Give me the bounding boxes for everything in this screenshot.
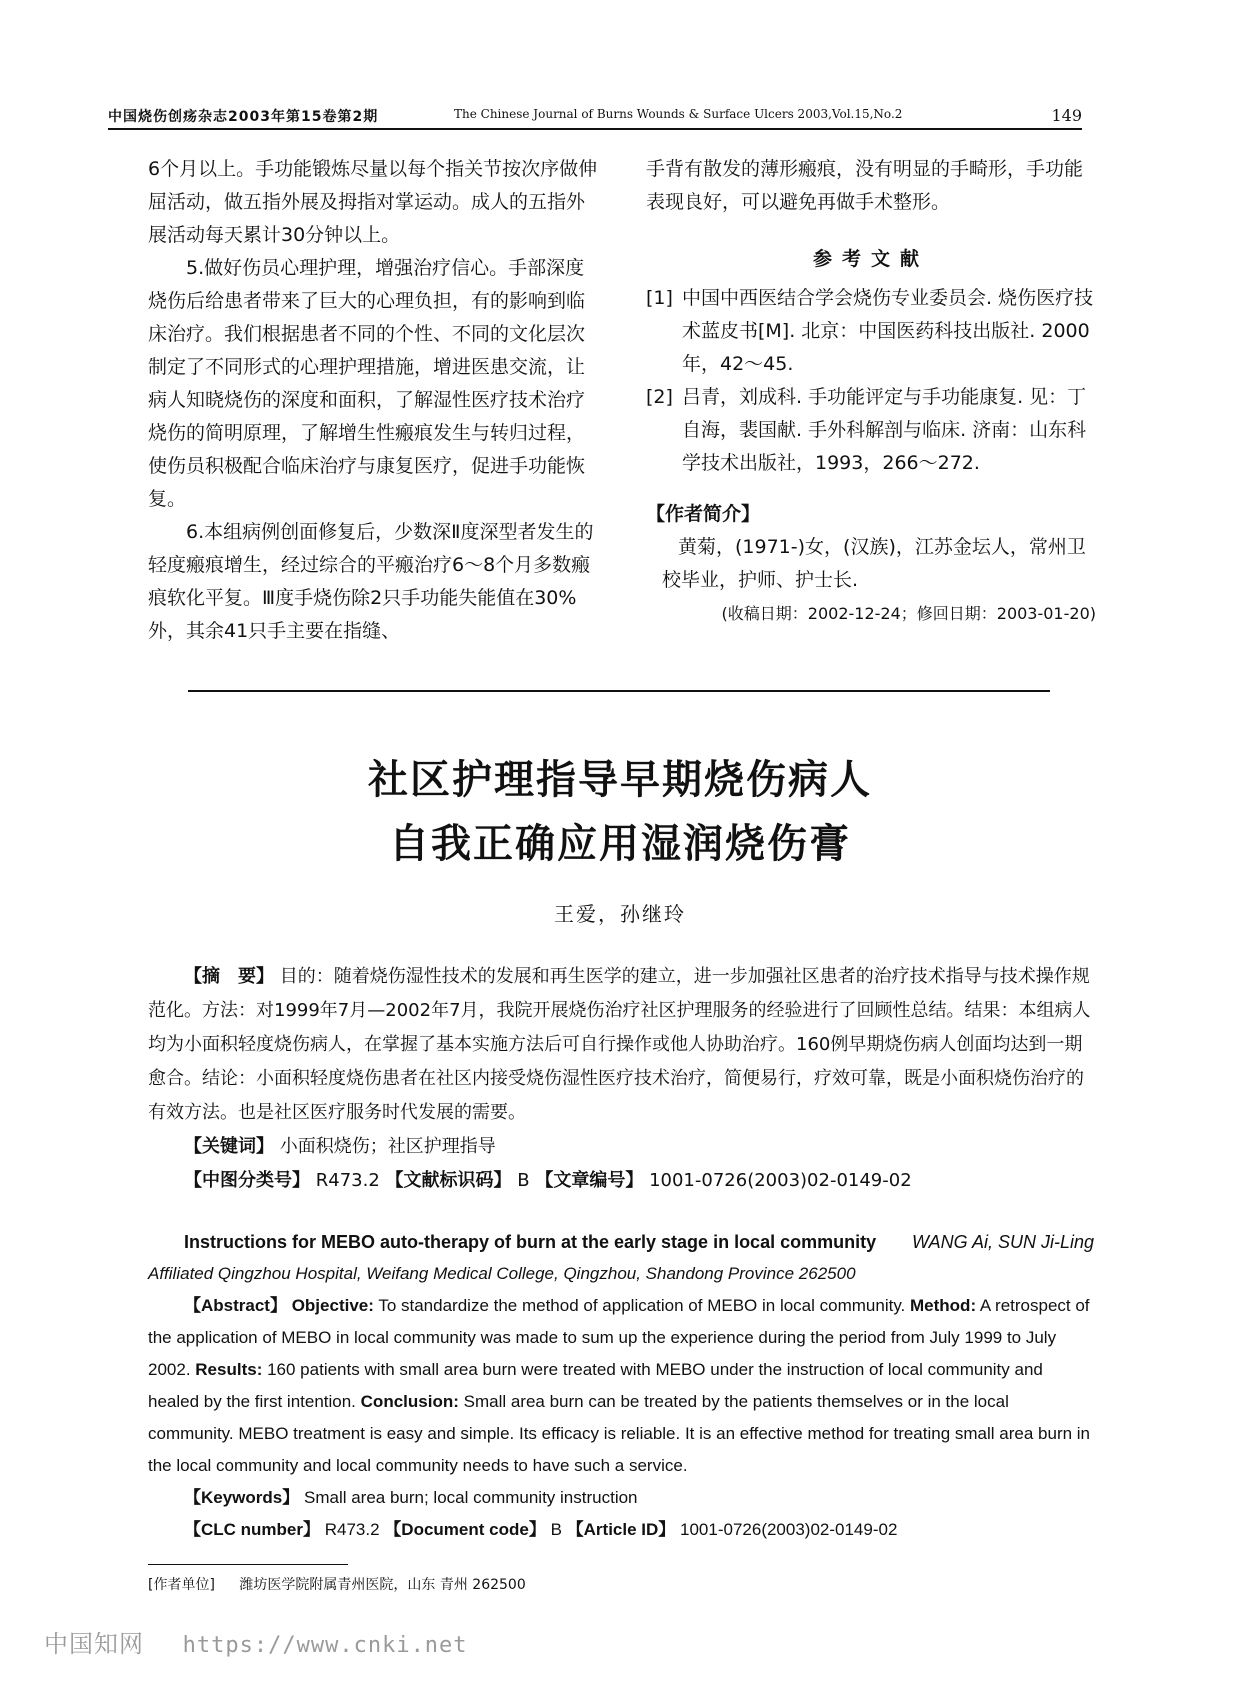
doccode-cn-value: B <box>517 1170 530 1191</box>
article-title-line-1: 社区护理指导早期烧伤病人 <box>368 757 872 803</box>
left-paragraph-2: 5.做好伤员心理护理，增强治疗信心。手部深度烧伤后给患者带来了巨大的心理负担，有的影响到临床治疗。我们根据患者不同的个性、不同的文化层次制定了不同形式的心理护理措施，增进医患交流，让病人知晓烧伤的深度和面积，了解湿性医疗技术治疗烧伤的简明原理，了解增生性瘢痕发生与转归过程，使伤员积极配合临床治疗与康复医疗，促进手功能恢复。 <box>148 257 586 510</box>
english-title-row <box>148 1226 1094 1258</box>
abstract-cn-label: 【摘 要】 <box>184 966 274 987</box>
reference-number: [1] <box>646 287 673 309</box>
author-intro-label: 【作者简介】 <box>646 503 761 525</box>
watermark-name: 中国知网 <box>44 1630 144 1658</box>
keywords-cn-label: 【关键词】 <box>184 1136 274 1157</box>
method-label: Method: <box>910 1296 977 1315</box>
results-text: 160 patients with small area burn were treated with MEBO under the instruction of local community and healed by the first intention. <box>148 1360 1043 1411</box>
right-column <box>646 153 1096 630</box>
doccode-cn-label: 【文献标识码】 <box>385 1170 512 1191</box>
abstract-cn <box>148 960 1094 1198</box>
journal-title-en: The Chinese Journal of Burns Wounds & Surface Ulcers 2003,Vol.15,No.2 <box>454 107 903 121</box>
objective-label: Objective: <box>291 1296 374 1315</box>
article-authors: 王爱，孙继玲 <box>554 902 686 926</box>
received-dates: (收稿日期：2002-12-24；修回日期：2003-01-20) <box>721 604 1096 623</box>
clc-cn-value: R473.2 <box>315 1170 380 1191</box>
classification-cn <box>148 1164 1094 1198</box>
article-id-en-label: 【Article ID】 <box>566 1520 676 1539</box>
cnki-watermark <box>44 1624 468 1659</box>
footnote-rule <box>148 1564 348 1565</box>
left-paragraph-3: 6.本组病例创面修复后，少数深Ⅱ度深型者发生的轻度瘢痕增生，经过综合的平瘢治疗6～8个月多数瘢痕软化平复。Ⅲ度手烧伤除2只手功能失能值在30%外，其余41只手主要在指缝、 <box>148 521 594 642</box>
abstract-en <box>148 1226 1094 1546</box>
abstract-cn-paragraph <box>148 960 1094 1130</box>
author-affiliation-footnote <box>148 1574 526 1594</box>
reference-number: [2] <box>646 386 673 408</box>
method-text: A retrospect of the application of MEBO in local community was made to sum up the experience during the period from July 1999 to July 2002. <box>148 1296 1090 1379</box>
clc-cn-label: 【中图分类号】 <box>184 1170 310 1191</box>
reference-item <box>646 381 1096 480</box>
running-header <box>108 104 1082 130</box>
conclusion-label: Conclusion: <box>360 1392 459 1411</box>
classification-en <box>148 1514 1094 1546</box>
article-id-en-value: 1001-0726(2003)02-0149-02 <box>680 1520 898 1539</box>
objective-text: To standardize the method of application of MEBO in local community. <box>378 1296 906 1315</box>
footnote-label: [作者单位] <box>148 1577 215 1593</box>
references-title: 参考文献 <box>812 248 929 270</box>
left-column <box>148 153 600 648</box>
reference-text: 中国中西医结合学会烧伤专业委员会. 烧伤医疗技术蓝皮书[M]. 北京：中国医药科技出版社. 2000年，42～45. <box>682 287 1094 375</box>
article-title-line-2: 自我正确应用湿润烧伤膏 <box>389 821 851 867</box>
english-title: Instructions for MEBO auto-therapy of burn at the early stage in local community <box>184 1232 877 1252</box>
section-divider <box>188 690 1050 692</box>
watermark-url[interactable]: https://www.cnki.net <box>182 1633 468 1658</box>
abstract-cn-text: 目的：随着烧伤湿性技术的发展和再生医学的建立，进一步加强社区患者的治疗技术指导与技术操作规范化。方法：对1999年7月—2002年7月，我院开展烧伤治疗社区护理服务的经验进行了回顾性总结。结果：本组病人均为小面积轻度烧伤病人，在掌握了基本实施方法后可自行操作或他人协助治疗。160例早期烧伤病人创面均达到一期愈合。结论：小面积轻度烧伤患者在社区内接受烧伤湿性医疗技术治疗，简便易行，疗效可靠，既是小面积烧伤治疗的有效方法。也是社区医疗服务时代发展的需要。 <box>148 966 1091 1123</box>
article-id-cn-label: 【文章编号】 <box>535 1170 644 1191</box>
conclusion-text: Small area burn can be treated by the patients themselves or in the local community. MEBO treatment is easy and simple. Its efficacy is reliable. It is an effective method for treating small area burn in the local community and local community needs to have such a service. <box>148 1392 1091 1475</box>
article-id-cn-value: 1001-0726(2003)02-0149-02 <box>649 1170 912 1191</box>
keywords-en-text: Small area burn; local community instruction <box>303 1488 638 1507</box>
english-authors: WANG Ai, SUN Ji-Ling <box>911 1232 1094 1252</box>
doccode-en-label: 【Document code】 <box>384 1520 546 1539</box>
reference-item <box>646 282 1096 381</box>
page-number: 149 <box>1051 106 1082 125</box>
keywords-cn <box>148 1130 1094 1164</box>
abstract-en-paragraph <box>148 1290 1094 1482</box>
left-paragraph-1: 6个月以上。手功能锻炼尽量以每个指关节按次序做伸屈活动，做五指外展及拇指对掌运动。成人的五指外展活动每天累计30分钟以上。 <box>148 158 598 246</box>
reference-text: 吕青，刘成科. 手功能评定与手功能康复. 见：丁自海，裴国献. 手外科解剖与临床. 济南：山东科学技术出版社，1993，266～272. <box>682 386 1087 474</box>
keywords-cn-text: 小面积烧伤；社区护理指导 <box>279 1136 496 1157</box>
journal-title-cn: 中国烧伤创疡杂志2003年第15卷第2期 <box>108 109 379 125</box>
author-intro: 黄菊，(1971-)女，(汉族)，江苏金坛人，常州卫校毕业，护师、护士长. <box>662 536 1086 591</box>
results-label: Results: <box>195 1360 263 1379</box>
right-continuation: 手背有散发的薄形瘢痕，没有明显的手畸形，手功能表现良好，可以避免再做手术整形。 <box>646 158 1084 213</box>
clc-en-label: 【CLC number】 <box>184 1520 320 1539</box>
english-affiliation: Affiliated Qingzhou Hospital, Weifang Medical College, Qingzhou, Shandong Province 262500 <box>148 1264 856 1283</box>
doccode-en-value: B <box>550 1520 562 1539</box>
keywords-en <box>148 1482 1094 1514</box>
keywords-en-label: 【Keywords】 <box>184 1488 300 1507</box>
abstract-en-label: 【Abstract】 <box>184 1296 287 1315</box>
clc-en-value: R473.2 <box>324 1520 380 1539</box>
footnote-text: 潍坊医学院附属青州医院，山东 青州 262500 <box>239 1577 526 1593</box>
